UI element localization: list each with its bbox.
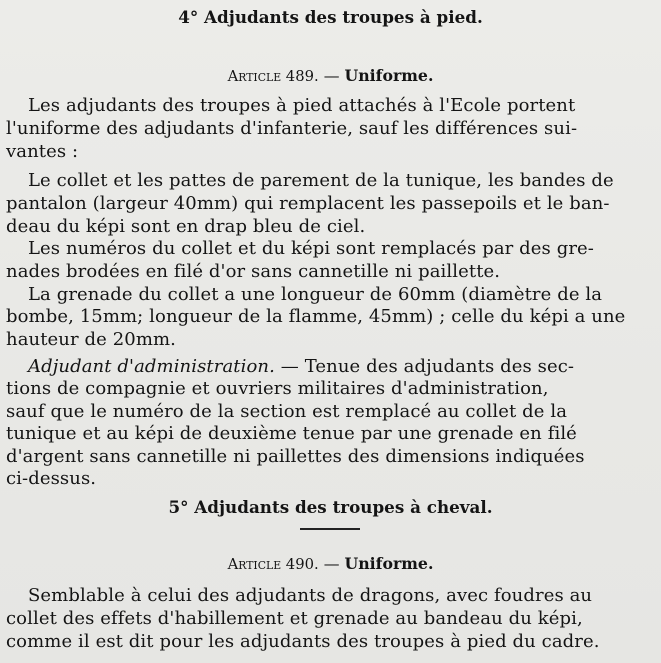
text-line: collet des effets d'habillement et grenade au bandeau du képi,: [6, 608, 583, 629]
article-489-number: Article 489.: [227, 67, 319, 85]
text-line: vantes :: [6, 141, 79, 162]
article-490-separator: —: [318, 554, 345, 573]
article-489-separator: —: [318, 66, 345, 85]
article-489-header: [5, 65, 656, 87]
text-line: hauteur de 20mm.: [6, 329, 176, 350]
article-490-number: Article 490.: [227, 555, 319, 573]
text-line: d'argent sans cannetille ni paillettes des dimensions indiquées: [6, 446, 585, 467]
text-line: l'uniforme des adjudants d'infanterie, sauf les différences sui-: [6, 118, 578, 139]
article-490-header: [5, 553, 656, 575]
text-line: ci-dessus.: [6, 468, 97, 489]
article-489-title: Uniforme.: [344, 66, 434, 85]
text-line: La grenade du collet a une longueur de 60mm (diamètre de la: [28, 284, 603, 305]
adjudant-administration-line: [28, 356, 574, 378]
text-line: deau du képi sont en drap bleu de ciel.: [6, 216, 366, 237]
text-line: Les adjudants des troupes à pied attachés à l'Ecole portent: [28, 95, 576, 116]
text-line: comme il est dit pour les adjudants des troupes à pied du cadre.: [6, 631, 600, 652]
adjudant-administration-label: Adjudant d'administration.: [28, 356, 275, 377]
article-490-title: Uniforme.: [344, 554, 434, 573]
text-line: Le collet et les pattes de parement de la tunique, les bandes de: [28, 170, 614, 191]
section-5-heading: 5° Adjudants des troupes à cheval.: [168, 498, 493, 518]
text-line: tions de compagnie et ouvriers militaires d'administration,: [6, 378, 549, 399]
text-line: tunique et au képi de deuxième tenue par une grenade en filé: [6, 423, 577, 444]
text-line: Semblable à celui des adjudants de dragons, avec foudres au: [28, 585, 593, 606]
heading-rule: [300, 528, 360, 530]
text-line: nades brodées en filé d'or sans cannetille ni paillette.: [6, 261, 501, 282]
text-fragment: — Tenue des adjudants des sec-: [274, 356, 575, 377]
text-line: bombe, 15mm; longueur de la flamme, 45mm) ; celle du képi a une: [6, 306, 626, 327]
text-line: Les numéros du collet et du képi sont remplacés par des gre-: [28, 238, 594, 259]
text-line: pantalon (largeur 40mm) qui remplacent les passepoils et le ban-: [6, 193, 610, 214]
text-line: sauf que le numéro de la section est remplacé au collet de la: [6, 401, 568, 422]
section-4-heading: 4° Adjudants des troupes à pied.: [178, 8, 483, 28]
